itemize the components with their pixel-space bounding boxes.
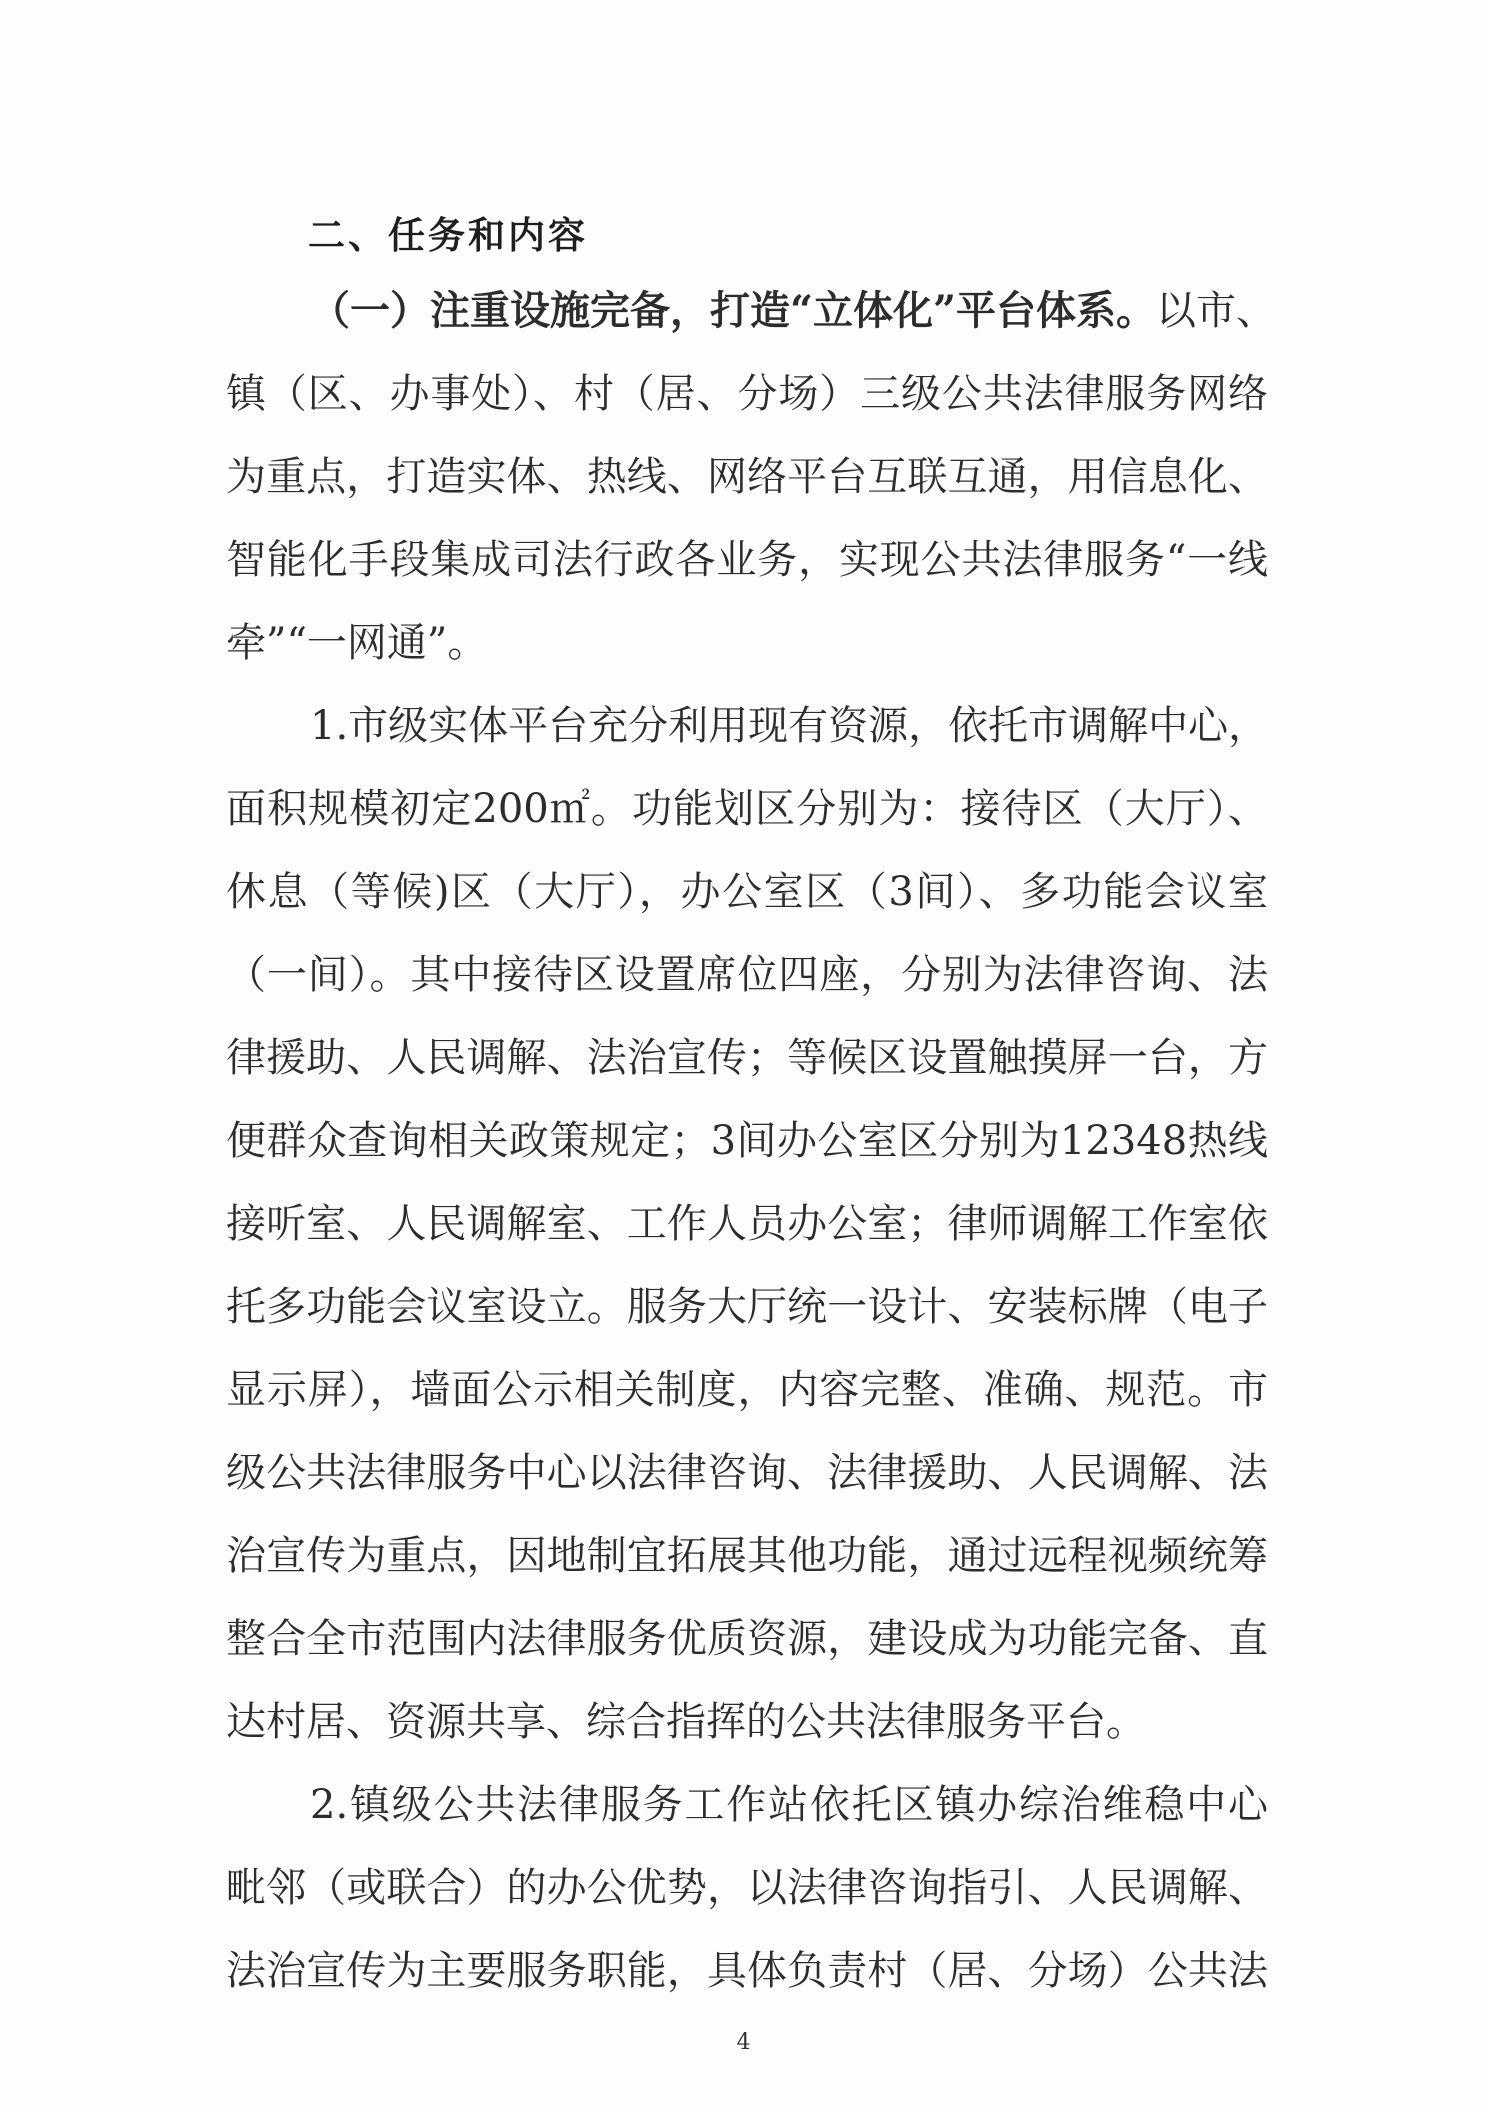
para3-line-1: 2.镇级公共法律服务工作站依托区镇办综治维稳中心 <box>310 1782 1268 1828</box>
para2-line-7: 接听室、人民调解室、工作人员办公室；律师调解工作室依 <box>226 1201 1268 1247</box>
para2-line-3: 休息（等候)区（大厅），办公室区（3间）、多功能会议室 <box>226 869 1268 915</box>
para2-line-11: 治宣传为重点，因地制宜拓展其他功能，通过远程视频统筹 <box>226 1533 1268 1579</box>
para2-line-10: 级公共法律服务中心以法律咨询、法律援助、人民调解、法 <box>226 1450 1268 1496</box>
section-heading: 二、任务和内容 <box>308 214 588 257</box>
para2-line-2: 面积规模初定200㎡。功能划区分别为：接待区（大厅）、 <box>226 786 1268 832</box>
para2-line-13: 达村居、资源共享、综合指挥的公共法律服务平台。 <box>226 1699 1146 1745</box>
para2-line-5: 律援助、人民调解、法治宣传；等候区设置触摸屏一台，方 <box>226 1035 1268 1081</box>
para2-line-12: 整合全市范围内法律服务优质资源，建设成为功能完备、直 <box>226 1616 1268 1662</box>
page-number: 4 <box>736 2030 751 2055</box>
para1-line-4: 智能化手段集成司法行政各业务，实现公共法律服务“一线 <box>226 537 1268 583</box>
para1-lead: （一）注重设施完备，打造“立体化”平台体系。 <box>310 287 1157 334</box>
para2-line-8: 托多功能会议室设立。服务大厅统一设计、安装标牌（电子 <box>226 1284 1268 1330</box>
para3-line-2: 毗邻（或联合）的办公优势，以法律咨询指引、人民调解、 <box>226 1865 1268 1911</box>
para1-line-5: 牵”“一网通”。 <box>226 620 488 666</box>
para2-line-9: 显示屏），墙面公示相关制度，内容完整、准确、规范。市 <box>226 1367 1268 1413</box>
para1-line-1 <box>310 287 1277 335</box>
para1-line1-rest: 以市、 <box>1156 288 1277 334</box>
para3-line-3: 法治宣传为主要服务职能，具体负责村（居、分场）公共法 <box>226 1948 1268 1994</box>
para1-line-3: 为重点，打造实体、热线、网络平台互联互通，用信息化、 <box>226 454 1268 500</box>
para2-line-6: 便群众查询相关政策规定；3间办公室区分别为12348热线 <box>226 1118 1268 1164</box>
para2-line-4: （一间）。其中接待区设置席位四座，分别为法律咨询、法 <box>226 952 1268 998</box>
para2-line-1: 1.市级实体平台充分利用现有资源，依托市调解中心， <box>310 703 1269 749</box>
para1-line-2: 镇（区、办事处）、村（居、分场）三级公共法律服务网络 <box>226 371 1268 417</box>
